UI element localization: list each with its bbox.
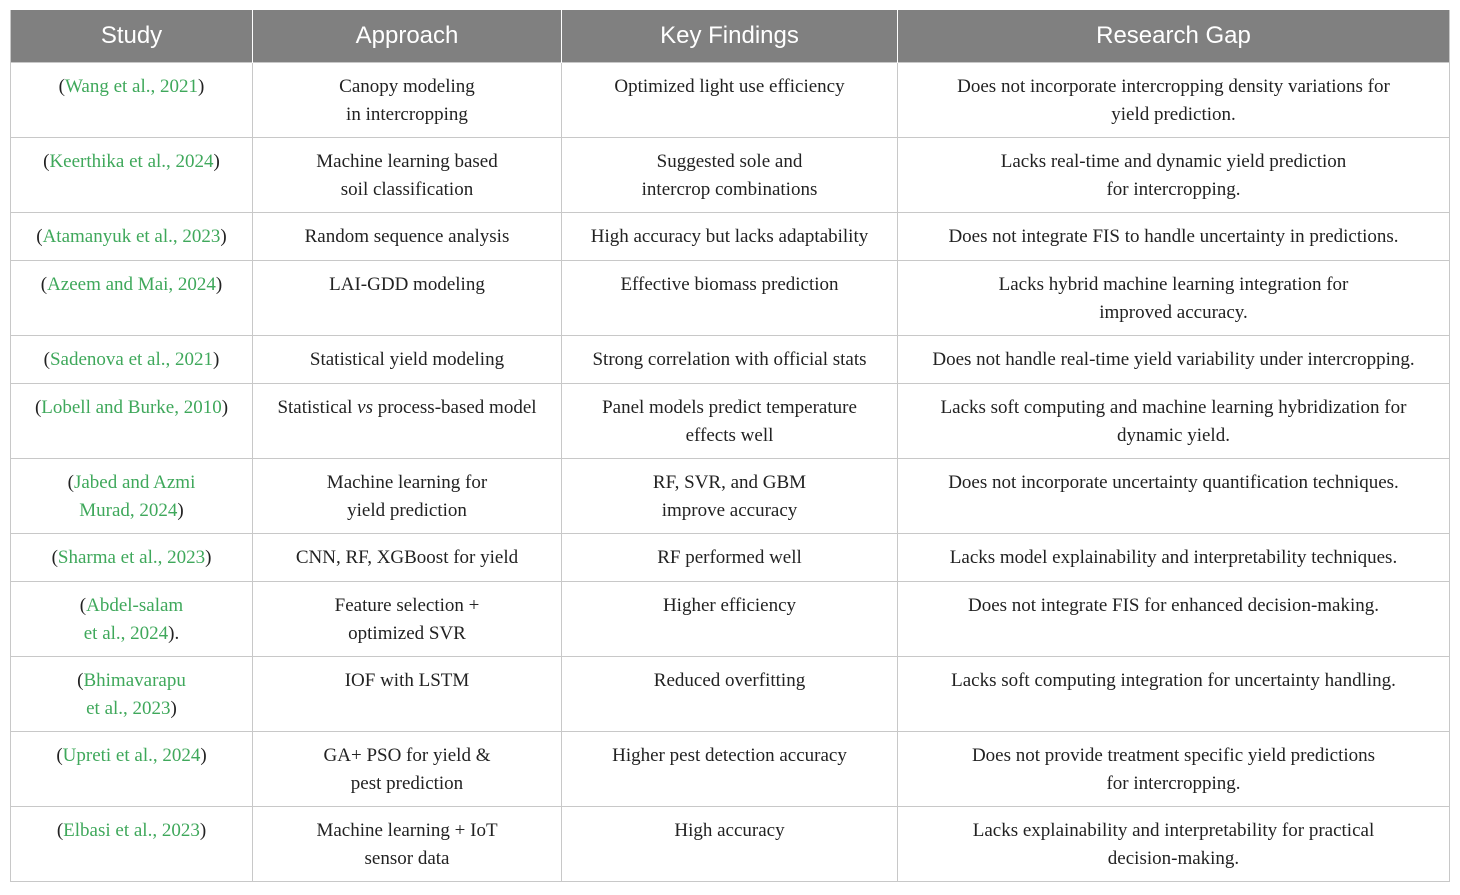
cell-line: Does not incorporate uncertainty quantification techniques. [948,472,1399,493]
study-line: (Upreti et al., 2024) [56,745,207,766]
citation-link[interactable]: Elbasi et al., 2023 [63,820,200,841]
key-findings-cell [562,732,898,807]
table-body [11,63,1450,882]
citation-link[interactable]: Sadenova et al., 2021 [49,349,214,370]
study-cell [11,213,253,261]
cell-line: Does not provide treatment specific yield predictions [971,745,1376,766]
citation-close: ) [205,547,212,568]
citation-link[interactable]: Lobell and Burke, 2010 [41,397,222,418]
key-findings-cell [562,459,898,534]
citation-link[interactable]: Sharma et al., 2023 [57,547,206,568]
research-gap-cell [898,63,1450,138]
cell-line: decision-making. [1107,847,1240,869]
key-findings-cell [562,534,898,582]
research-gap-cell [898,807,1450,882]
approach-cell [253,732,562,807]
approach-cell [253,138,562,213]
cell-line: High accuracy [674,820,785,841]
study-cell [11,336,253,384]
study-line: (Lobell and Burke, 2010) [34,397,229,418]
citation-link[interactable]: Abdel-salam [86,595,184,616]
study-line: (Bhimavarapu [77,670,186,691]
table-row [11,138,1450,213]
citation-link[interactable]: Upreti et al., 2024 [62,745,201,766]
cell-line: in intercropping [346,103,468,125]
approach-emphasis: vs [357,397,373,418]
cell-line: Lacks explainability and interpretability for practical [972,820,1375,841]
study-line: (Jabed and Azmi [67,472,196,493]
study-line: (Sadenova et al., 2021) [43,349,220,370]
cell-line: Does not integrate FIS to handle uncertainty in predictions. [948,226,1399,247]
study-cell [11,732,253,807]
cell-line: Suggested sole and [656,151,803,172]
cell-line: Feature selection + [334,595,480,616]
citation-close: ) [220,226,227,247]
cell-line: yield prediction. [1111,103,1236,125]
citation-close: ) [215,274,223,295]
cell-line: Strong correlation with official stats [592,349,867,370]
study-cell [11,807,253,882]
cell-line: Random sequence analysis [304,226,510,247]
study-cell [11,261,253,336]
research-gap-cell [898,336,1450,384]
approach-cell [253,657,562,732]
key-findings-cell [562,807,898,882]
cell-line: RF performed well [657,547,802,568]
cell-line: Higher pest detection accuracy [612,745,847,766]
key-findings-cell [562,261,898,336]
study-line [19,497,244,525]
cell-line: Lacks soft computing and machine learning hybridization for [940,397,1407,418]
approach-cell [253,261,562,336]
key-findings-cell [562,63,898,138]
citation-link[interactable]: et al., 2024 [83,622,169,644]
cell-line: RF, SVR, and GBM [652,472,807,493]
study-line: (Abdel-salam [79,595,184,616]
literature-comparison-table [10,10,1450,882]
approach-text: Statistical [277,397,358,418]
header-approach: Approach [253,10,562,63]
cell-line: intercrop combinations [641,178,818,200]
research-gap-cell [898,261,1450,336]
study-line: (Sharma et al., 2023) [51,547,212,568]
citation-link[interactable]: Keerthika et al., 2024 [49,151,214,172]
cell-line: Lacks model explainability and interpretability techniques. [949,547,1398,568]
cell-line: pest prediction [350,772,464,794]
key-findings-cell [562,384,898,459]
header-row [11,10,1450,63]
cell-line: Higher efficiency [662,595,797,616]
cell-line: yield prediction [347,499,467,521]
cell-line: Panel models predict temperature [602,397,857,418]
header-research-gap: Research Gap [898,10,1450,63]
approach-text: process-based model [372,397,537,418]
study-line [19,620,244,648]
cell-line: GA+ PSO for yield & [323,745,491,766]
cell-line: Lacks hybrid machine learning integration for [998,274,1349,295]
cell-line: Optimized light use efficiency [614,76,845,97]
cell-line: Lacks real-time and dynamic yield prediction [1000,151,1347,172]
research-gap-cell [898,138,1450,213]
citation-close: ) [221,397,229,418]
cell-line: Reduced overfitting [653,670,806,691]
cell-line: sensor data [364,847,450,869]
study-cell [11,63,253,138]
cell-line: for intercropping. [1106,772,1241,794]
approach-cell [253,459,562,534]
cell-line: Does not incorporate intercropping density variations for [957,76,1390,97]
study-cell [11,534,253,582]
citation-close: ) [200,745,207,766]
table-row [11,213,1450,261]
table-row [11,807,1450,882]
approach-cell [253,582,562,657]
table-header [11,10,1450,63]
table-row [11,63,1450,138]
cell-line: CNN, RF, XGBoost for yield [295,547,519,568]
citation-link[interactable]: et al., 2023 [86,697,171,719]
key-findings-cell [562,657,898,732]
study-cell [11,657,253,732]
study-cell [11,384,253,459]
cell-line: Machine learning + IoT [316,820,498,841]
table-row [11,261,1450,336]
citation-link[interactable]: Bhimavarapu [83,670,186,691]
research-gap-cell [898,582,1450,657]
cell-line: optimized SVR [348,622,466,644]
citation-link[interactable]: Jabed and Azmi [73,472,196,493]
citation-link[interactable]: Murad, 2024 [79,499,178,521]
research-gap-cell [898,213,1450,261]
approach-cell [253,534,562,582]
cell-line: effects well [685,424,774,446]
approach-cell [253,63,562,138]
table-row [11,657,1450,732]
study-cell [11,582,253,657]
study-cell [11,138,253,213]
citation-close: ) [213,349,220,370]
cell-line [261,394,553,422]
header-key-findings: Key Findings [562,10,898,63]
citation-link[interactable]: Azeem and Mai, 2024 [47,274,216,295]
cell-line: High accuracy but lacks adaptability [590,226,869,247]
approach-cell [253,213,562,261]
study-line: (Wang et al., 2021) [58,76,205,97]
citation-close: ) [198,76,205,97]
cell-line: Canopy modeling [339,76,475,97]
research-gap-cell [898,732,1450,807]
citation-close: ) [213,151,220,172]
cell-line: dynamic yield. [1117,424,1230,446]
citation-close: ). [168,622,180,644]
study-line: (Keerthika et al., 2024) [43,151,220,172]
cell-line: Machine learning based [316,151,498,172]
study-line: (Azeem and Mai, 2024) [40,274,223,295]
table-row [11,384,1450,459]
table-row [11,336,1450,384]
table-row [11,582,1450,657]
table-row [11,459,1450,534]
cell-line: improved accuracy. [1099,301,1248,323]
study-cell [11,459,253,534]
research-gap-cell [898,459,1450,534]
research-gap-cell [898,657,1450,732]
study-line: (Elbasi et al., 2023) [56,820,207,841]
citation-close: ) [170,697,177,719]
key-findings-cell [562,582,898,657]
research-gap-cell [898,534,1450,582]
approach-cell [253,807,562,882]
key-findings-cell [562,213,898,261]
cell-line: improve accuracy [661,499,798,521]
study-line: (Atamanyuk et al., 2023) [36,226,227,247]
cell-line: IOF with LSTM [344,670,470,691]
cell-line: Machine learning for [326,472,488,493]
research-gap-cell [898,384,1450,459]
cell-line: for intercropping. [1106,178,1241,200]
key-findings-cell [562,138,898,213]
cell-line: Effective biomass prediction [620,274,839,295]
study-line [19,695,244,723]
approach-cell [253,384,562,459]
citation-link[interactable]: Wang et al., 2021 [64,76,199,97]
cell-line: Lacks soft computing integration for uncertainty handling. [951,670,1396,691]
cell-line: Does not integrate FIS for enhanced decision-making. [967,595,1380,616]
citation-close: ) [177,499,184,521]
table-row [11,732,1450,807]
cell-line: LAI-GDD modeling [329,274,485,295]
citation-link[interactable]: Atamanyuk et al., 2023 [42,226,221,247]
header-study: Study [11,10,253,63]
cell-line: Statistical yield modeling [309,349,505,370]
table-row [11,534,1450,582]
literature-table-container [10,10,1449,882]
cell-line: Does not handle real-time yield variability under intercropping. [932,349,1415,370]
approach-cell [253,336,562,384]
citation-close: ) [199,820,207,841]
key-findings-cell [562,336,898,384]
cell-line: soil classification [340,178,474,200]
